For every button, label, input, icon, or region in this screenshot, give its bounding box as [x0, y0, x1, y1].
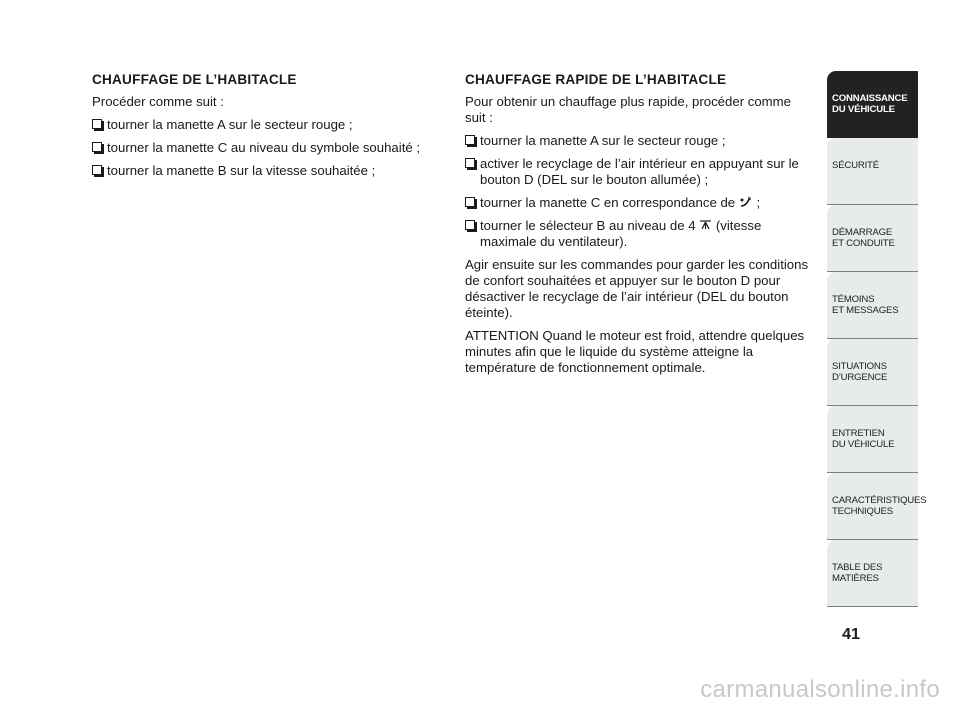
checkbox-bullet-icon	[465, 158, 475, 168]
tab-caracteristiques-techniques[interactable]: CARACTÉRISTIQUES TECHNIQUES	[827, 473, 918, 540]
checkbox-bullet-icon	[92, 119, 102, 129]
watermark: carmanualsonline.info	[700, 676, 940, 703]
list-item: tourner la manette C en correspondance de ;	[465, 195, 815, 211]
page-number: 41	[842, 626, 860, 643]
section-heading: CHAUFFAGE RAPIDE DE L’HABITACLE	[465, 72, 727, 87]
intro-text: Procéder comme suit :	[92, 94, 224, 109]
fan-icon	[699, 219, 712, 231]
tab-entretien-du-vehicule[interactable]: ENTRETIEN DU VÉHICULE	[827, 406, 918, 473]
tab-temoins-et-messages[interactable]: TÉMOINS ET MESSAGES	[827, 272, 918, 339]
list-item: tourner la manette A sur le secteur rouge ;	[465, 133, 815, 149]
checkbox-bullet-icon	[92, 165, 102, 175]
section-heading: CHAUFFAGE DE L’HABITACLE	[92, 72, 297, 87]
list-item: tourner la manette A sur le secteur rouge ;	[92, 117, 442, 133]
tab-table-des-matieres[interactable]: TABLE DES MATIÈRES	[827, 540, 918, 607]
tab-situations-d-urgence[interactable]: SITUATIONS D’URGENCE	[827, 339, 918, 406]
checkbox-bullet-icon	[92, 142, 102, 152]
checkbox-bullet-icon	[465, 197, 475, 207]
checkbox-bullet-icon	[465, 220, 475, 230]
chapter-tabs	[827, 71, 927, 607]
intro-text: Pour obtenir un chauffage plus rapide, procéder comme suit :	[465, 94, 791, 125]
warning-paragraph: ATTENTION Quand le moteur est froid, attendre quelques minutes afin que le liquide du système atteigne la température de fonctionnement optimale.	[465, 328, 805, 375]
body-paragraph: Agir ensuite sur les commandes pour garder les conditions de confort souhaitées et appuyer sur le bouton D pour désactiver le recyclage de l’air intérieur (DEL du bouton éteinte).	[465, 257, 809, 320]
left-column	[92, 72, 442, 186]
tab-demarrage-et-conduite[interactable]: DÉMARRAGE ET CONDUITE	[827, 205, 918, 272]
checkbox-bullet-icon	[465, 135, 475, 145]
tab-securite[interactable]: SÉCURITÉ	[827, 138, 918, 205]
tab-connaissance-du-vehicule[interactable]: CONNAISSANCE DU VÉHICULE	[827, 71, 918, 138]
right-column	[465, 72, 815, 383]
list-item: tourner le sélecteur B au niveau de 4 (vitesse maximale du ventilateur).	[465, 218, 815, 250]
list-item: activer le recyclage de l’air intérieur en appuyant sur le bouton D (DEL sur le bouton allumée) ;	[465, 156, 815, 188]
list-item: tourner la manette C au niveau du symbole souhaité ;	[92, 140, 442, 156]
feet-airflow-icon	[739, 196, 753, 208]
list-item: tourner la manette B sur la vitesse souhaitée ;	[92, 163, 442, 179]
